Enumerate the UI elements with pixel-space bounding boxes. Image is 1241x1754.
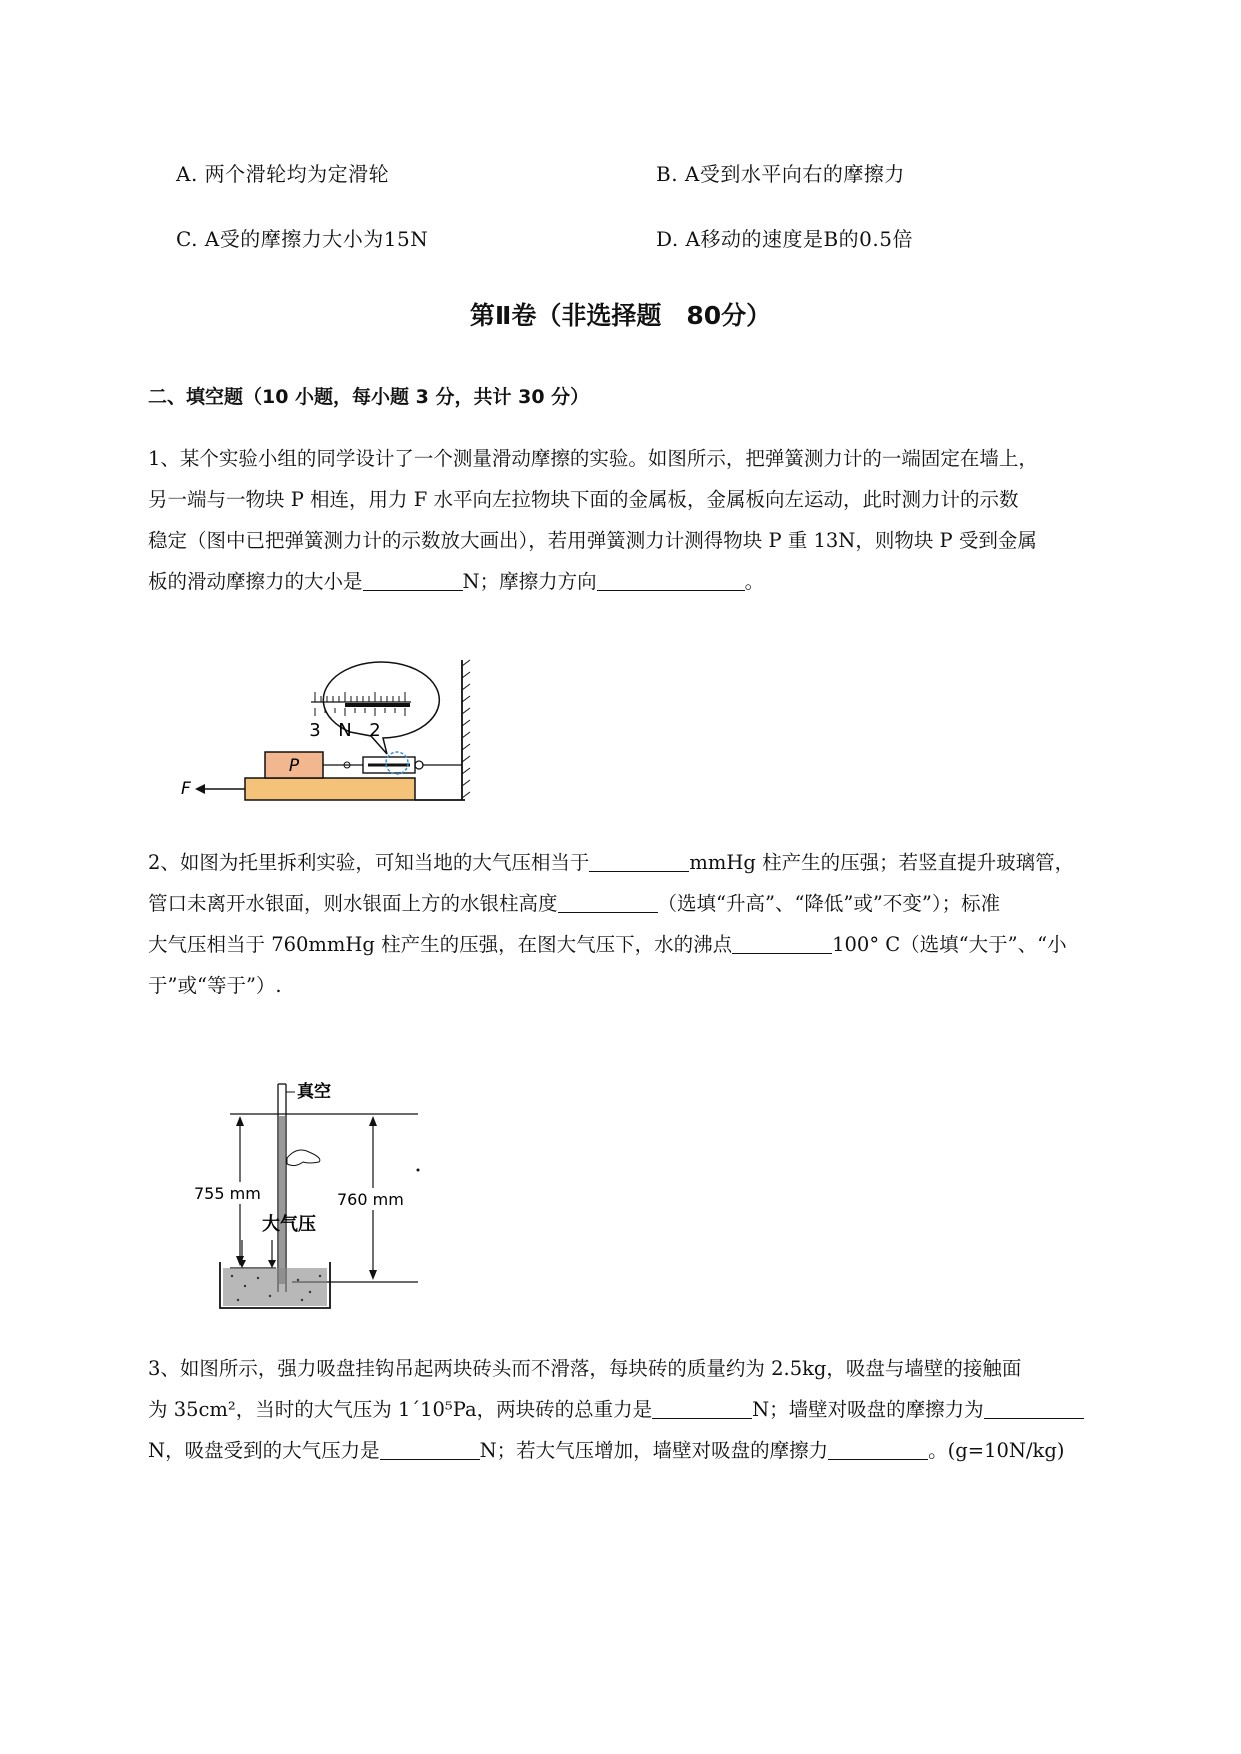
q1-line-3: 稳定（图中已把弹簧测力计的示数放大画出），若用弹簧测力计测得物块 P 重 13N，则物块 P 受到金属 (148, 529, 1037, 552)
scale-indicator-bar (345, 703, 410, 707)
option-b: B. A受到水平向右的摩擦力 (656, 162, 905, 186)
option-c: C. A受的摩擦力大小为15N (176, 227, 429, 251)
answer-blank[interactable] (828, 1438, 928, 1459)
answer-blank[interactable] (732, 932, 832, 953)
spring-ring-icon (415, 761, 423, 769)
q2-line-3a: 大气压相当于 760mmHg 柱产生的压强，在图大气压下，水的沸点 (148, 933, 733, 956)
left-height-label: 755 mm (194, 1184, 261, 1203)
answer-blank[interactable] (597, 569, 745, 590)
q2-line-3b: 100° C（选填“大于”、“小 (832, 933, 1067, 956)
q3-line-3b: N；若大气压增加，墙壁对吸盘的摩擦力 (479, 1439, 829, 1462)
force-label: F (181, 779, 191, 799)
scale-label-n: N (338, 720, 352, 741)
arrow-up-icon (236, 1116, 244, 1126)
q2-line-1b: mmHg 柱产生的压强；若竖直提升玻璃管， (689, 851, 1075, 874)
q1-line-1: 1、某个实验小组的同学设计了一个测量滑动摩擦的实验。如图所示，把弹簧测力计的一端固定在墙上， (148, 447, 1038, 470)
answer-blank[interactable] (558, 891, 658, 912)
answer-blank[interactable] (984, 1397, 1084, 1418)
arrow-down-icon (268, 1260, 276, 1268)
hand-icon (287, 1150, 320, 1166)
arrow-down-icon (238, 1260, 246, 1268)
q2-line-1a: 2、如图为托里拆利实验，可知当地的大气压相当于 (148, 851, 590, 874)
answer-blank[interactable] (652, 1397, 752, 1418)
answer-blank[interactable] (589, 850, 689, 871)
q3-line-2b: N；墙壁对吸盘的摩擦力为 (752, 1398, 984, 1421)
q1-line-4c: 。 (744, 570, 765, 593)
q3-line-1: 3、如图所示，强力吸盘挂钩吊起两块砖头而不滑落，每块砖的质量约为 2.5kg，吸盘与墙壁的接触面 (148, 1357, 1022, 1380)
question-1 (148, 438, 1148, 602)
answer-blank[interactable] (363, 569, 463, 590)
q1-line-4b: N；摩擦力方向 (462, 570, 597, 593)
dot-mark (417, 1169, 420, 1172)
scale-label-2: 2 (369, 720, 381, 741)
section-heading: 二、填空题（10 小题，每小题 3 分，共计 30 分） (148, 386, 590, 408)
q2-line-4: 于”或“等于”）. (148, 974, 282, 997)
metal-plate (245, 778, 415, 800)
answer-blank[interactable] (380, 1438, 480, 1459)
scale-label-3: 3 (309, 720, 321, 741)
friction-experiment-figure (175, 630, 475, 810)
arrow-up-icon (369, 1116, 377, 1126)
wall-hatch (462, 660, 470, 798)
q3-line-2a: 为 35cm²，当时的大气压为 1´10⁵Pa，两块砖的总重力是 (148, 1398, 653, 1421)
question-2 (148, 842, 1148, 1006)
pressure-label: 大气压 (262, 1214, 316, 1235)
mercury-column (279, 1116, 285, 1284)
q1-line-4a: 板的滑动摩擦力的大小是 (148, 570, 363, 593)
q3-line-3c: 。(g=10N/kg) (928, 1439, 1065, 1462)
part-title: 第Ⅱ卷（非选择题 80分） (469, 301, 772, 330)
q3-line-3a: N，吸盘受到的大气压力是 (148, 1439, 380, 1462)
force-arrow-head-icon (195, 784, 205, 794)
q2-line-2b: （选填“升高”、“降低”或”不变”）；标准 (657, 892, 1001, 915)
q1-line-2: 另一端与一物块 P 相连，用力 F 水平向左拉物块下面的金属板，金属板向左运动，此时测力计的示数 (148, 488, 1019, 511)
arrow-down-icon (369, 1270, 377, 1280)
question-3 (148, 1348, 1148, 1471)
right-height-label: 760 mm (337, 1190, 404, 1209)
block-p-label: P (288, 756, 300, 776)
torricelli-experiment-figure (190, 1072, 435, 1312)
option-a: A. 两个滑轮均为定滑轮 (176, 162, 390, 186)
q2-line-2a: 管口未离开水银面，则水银面上方的水银柱高度 (148, 892, 558, 915)
vacuum-label: 真空 (297, 1082, 331, 1102)
option-d: D. A移动的速度是B的0.5倍 (656, 227, 913, 251)
